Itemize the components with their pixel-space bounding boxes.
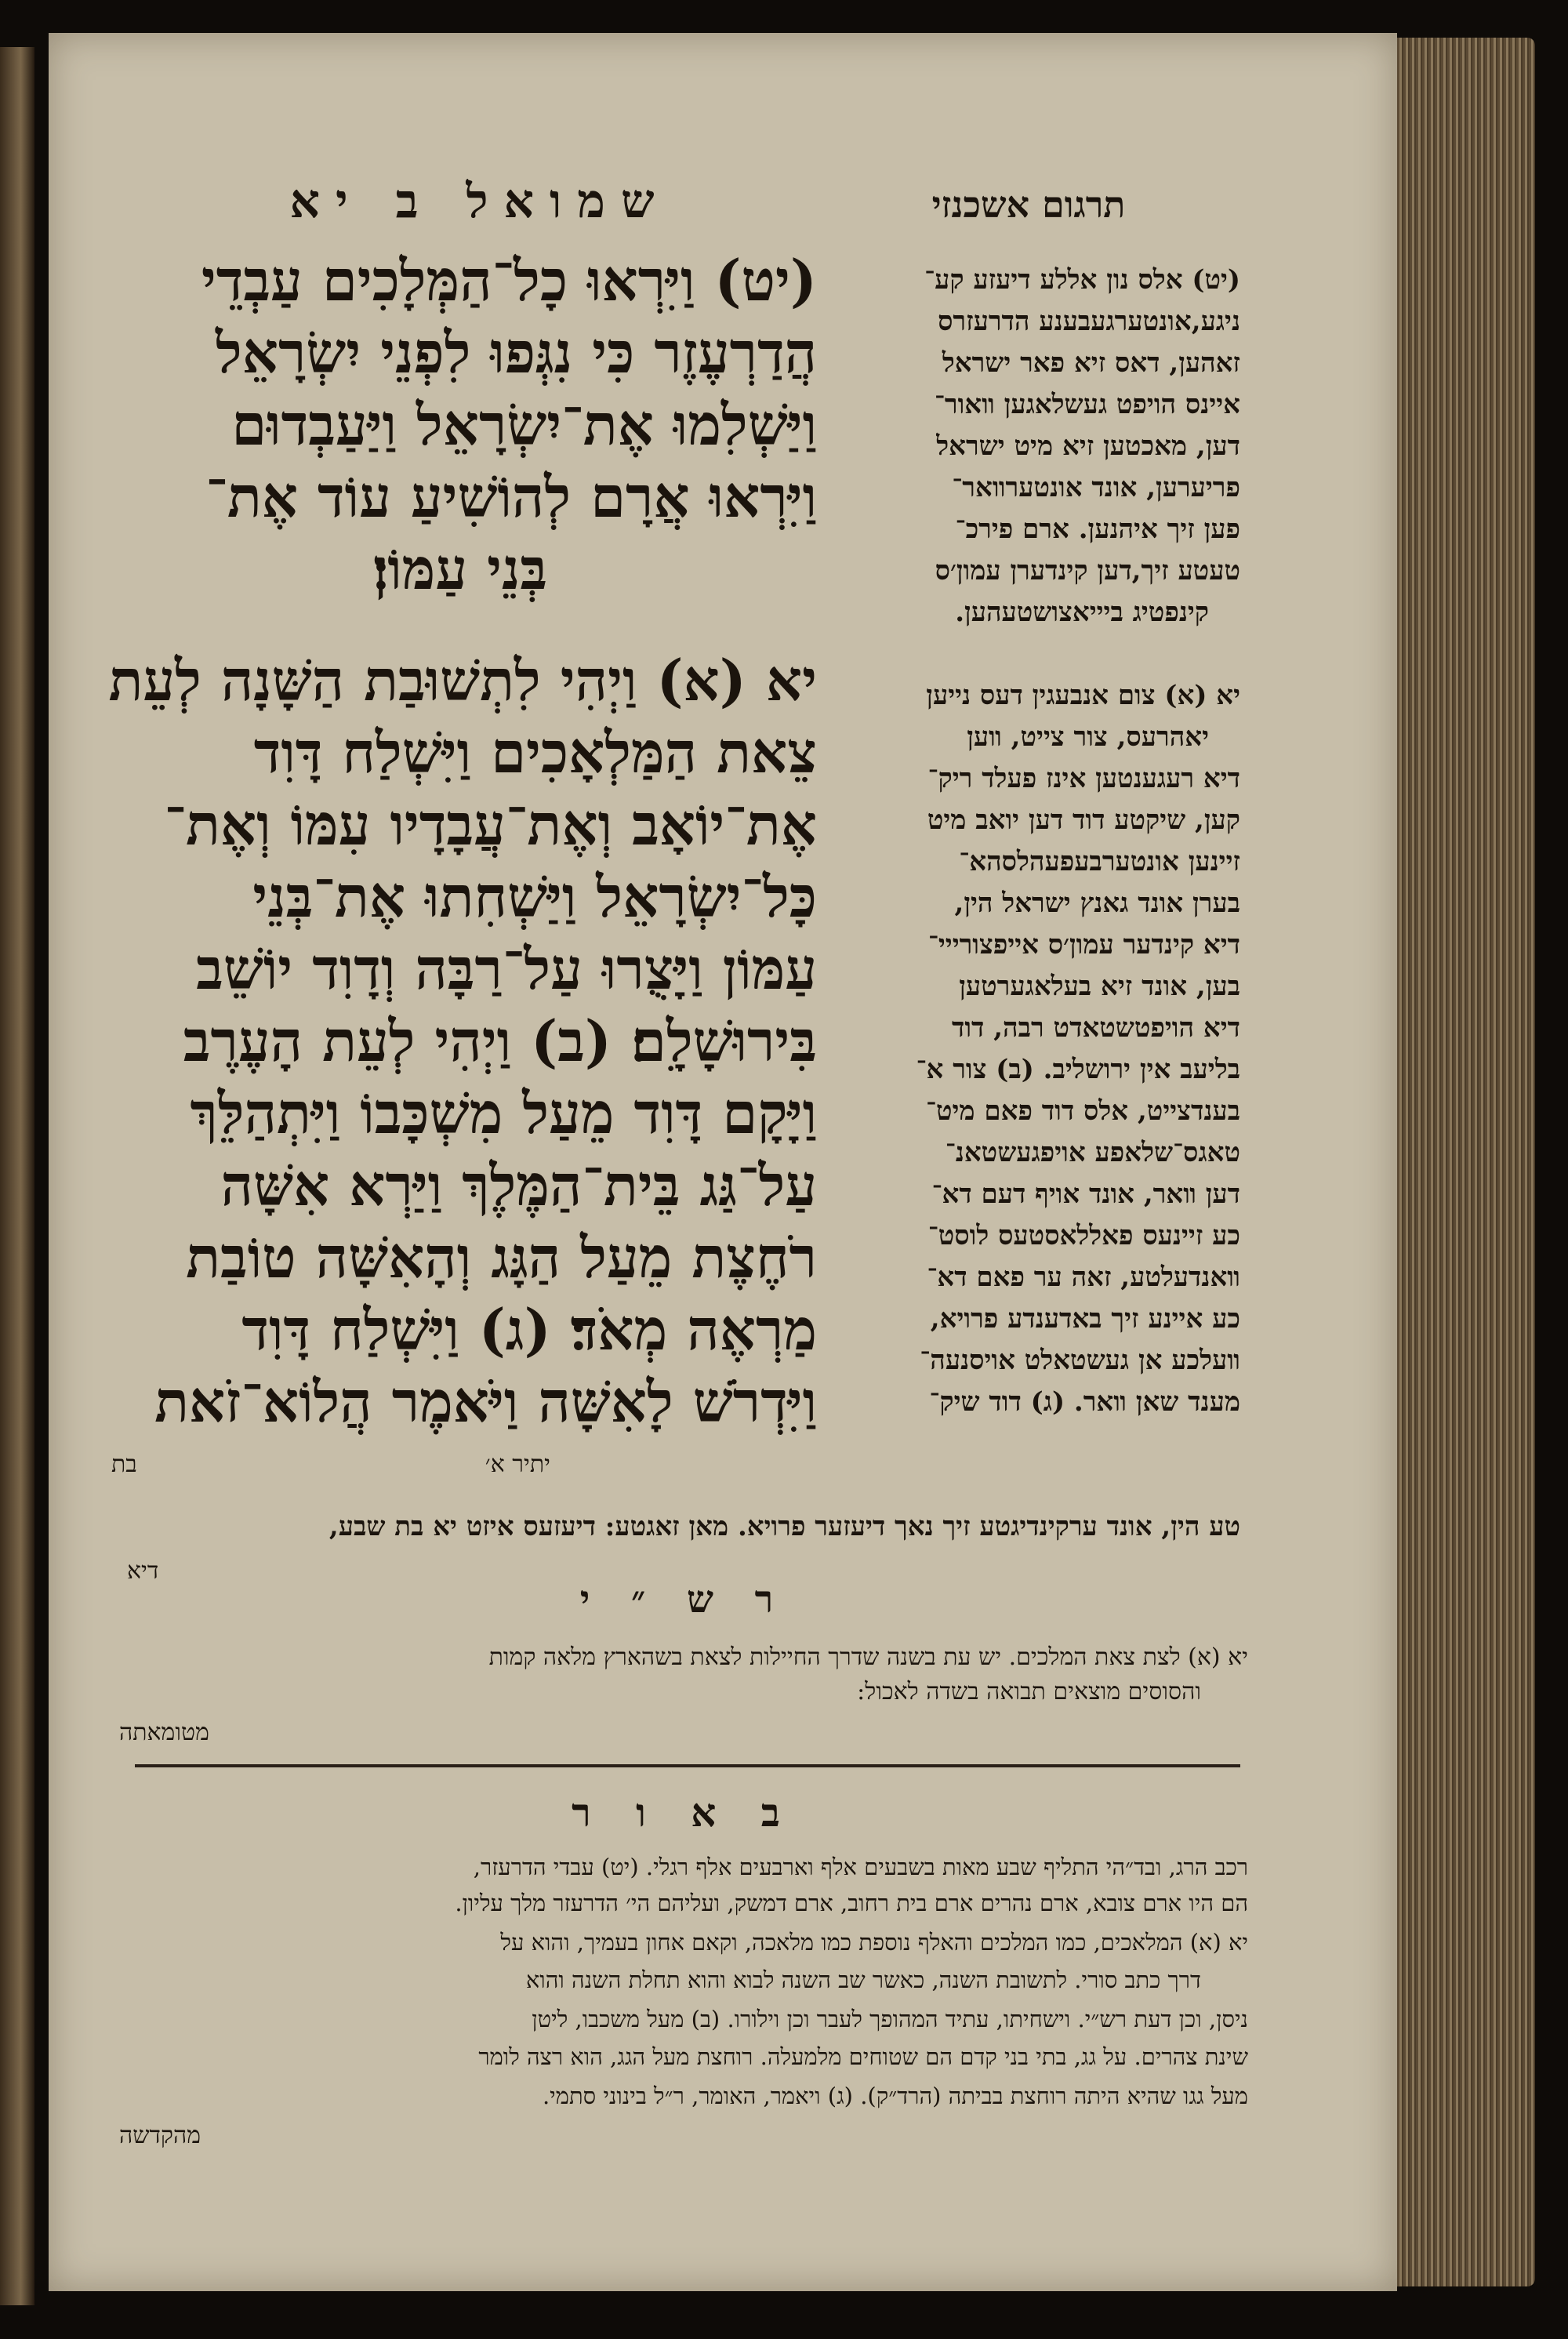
hebrew-line: וַיִּרְאוּ אֲרָם לְהוֹשִׁיעַ עוֹד אֶת־ — [205, 463, 817, 530]
biur-title: ב א ו ר — [572, 1789, 796, 1836]
hebrew-line: עַל־גַּג בֵּית־הַמֶּלֶךְ וַיַּרְא אִשָּׁה — [220, 1152, 817, 1219]
rashi-title: ר ש ״ י — [579, 1578, 788, 1622]
yiddish-line: זיינען אונטערבעפעהלסהא־ — [959, 846, 1240, 877]
hebrew-line: הֲדַרְעֶזֶר כִּי נִגְּפוּ לִפְנֵי יִשְׂרָאֵל — [216, 319, 817, 386]
book-page — [49, 33, 1397, 2291]
hebrew-line: וַיִּדְרֹשׁ לָאִשָּׁה וַיֹּאמֶר הֲלוֹא־זֹאת — [154, 1368, 817, 1435]
rashi-line: יא (א) לצת צאת המלכים. יש עת בשנה שדרך החיילות לצאת בשהארץ מלאה קמות — [488, 1643, 1248, 1671]
hebrew-line: עַמּוֹן וַיָּצֻרוּ עַל־רַבָּה וְדָוִד יוֹשֵׁב — [196, 935, 817, 1002]
hebrew-line: מַרְאֶה מְאֹד׃ (ג) וַיִּשְׁלַח דָּוִד — [241, 1296, 817, 1363]
yiddish-line: בען, אונד זיא בעלאגערטען — [959, 971, 1240, 1002]
yiddish-line: מענד שאן װאר. (ג) דוד שיק־ — [929, 1386, 1240, 1418]
yiddish-catchword: דיא — [127, 1557, 159, 1585]
hebrew-line: אֶת־יוֹאָב וְאֶת־עֲבָדָיו עִמּוֹ וְאֶת־ — [164, 791, 817, 858]
yiddish-line: כע זיינעס פאללאסטעס לוסט־ — [927, 1220, 1240, 1251]
hebrew-line: וַיַּשְׁלִמוּ אֶת־יִשְׂרָאֵל וַיַּעַבְדוּם — [231, 391, 817, 458]
biur-line: שינת צהרים. על גג, בתי בני קדם הם שטוחים מלמעלה. רוחצת מעל הגג, הוא רצה לומר — [478, 2043, 1248, 2070]
hebrew-catchword: בת — [111, 1451, 137, 1478]
yiddish-line: פען זיך איהנען. ארם פירכ־ — [955, 514, 1240, 545]
biur-catchword: מהקדשה — [119, 2122, 201, 2149]
hebrew-line: כָּל־יִשְׂרָאֵל וַיַּשְׁחִתוּ אֶת־בְּנֵי — [252, 863, 817, 930]
rashi-catchword: מטומאתה — [119, 1719, 209, 1746]
yiddish-line: דען װאר, אונד אויף דעם דא־ — [931, 1179, 1240, 1210]
yiddish-line: בענדצייט, אלס דוד פאם מיט־ — [925, 1095, 1240, 1127]
hebrew-line: בְּנֵי עַמּוֹן׃ — [372, 536, 548, 602]
hebrew-line: רֹחֶצֶת מֵעַל הַגָּג וְהָאִשָּׁה טוֹבַת — [186, 1224, 817, 1291]
yiddish-line: טעטע זיך,דען קינדערן עמון׳ס — [935, 555, 1240, 587]
yiddish-line: יא (א) צום אנבעגין דעס נייען — [926, 680, 1240, 711]
running-title: שמואל ב יא — [289, 174, 670, 229]
biur-line: מעל גגו שהיא היתה רוחצת בביתה (הרד״ק). (ג) ויאמר, האומר, ר״ל בינוני סתמי. — [542, 2083, 1248, 2109]
yiddish-line: פריערען, אונד אונטערװאר־ — [952, 472, 1240, 503]
hebrew-line: (יט) וַיִּרְאוּ כָל־הַמְּלָכִים עַבְדֵי — [201, 247, 817, 314]
hebrew-line: בִּירוּשָׁלִָם׃ (ב) וַיְהִי לְעֵת הָעֶרֶב — [183, 1008, 817, 1074]
yiddish-line: דיא קינדער עמון׳ס אייפצורייי־ — [927, 929, 1240, 961]
yiddish-continuation-line: טע הין, אונד ערקינדיגטע זיך נאך דיעזער פרויא. מאן זאגטע: דיעזעס איזט יא בת שבע, — [328, 1511, 1240, 1542]
section-divider — [135, 1764, 1240, 1767]
biur-line: רכב הרג, ובד״הי התליף שבע מאות בשבעים אלף וארבעים אלף רגלי. (יט) עבדי הדרעזר, — [473, 1854, 1248, 1880]
yiddish-line: װאנדעלטע, זאה ער פאם דא־ — [927, 1262, 1240, 1293]
hebrew-line: וַיָּקָם דָּוִד מֵעַל מִשְׁכָּבוֹ וַיִּתְהַלֵּךְ — [190, 1080, 817, 1146]
yiddish-line: קען, שיקטע דוד דען יואב מיט — [927, 804, 1240, 836]
yiddish-line: טאגס־שלאפע אויפגעשטאנ־ — [945, 1137, 1240, 1168]
page-edges — [1397, 38, 1535, 2286]
yiddish-line: בליעב אין ירושליב. (ב) צור א־ — [916, 1054, 1240, 1085]
biur-line: דרך כתב סורי. לתשובת השנה, כאשר שב השנה לבוא והוא תחלת השנה והוא — [525, 1967, 1201, 1993]
hebrew-footnote-marker: יתיר א׳ — [485, 1451, 550, 1478]
yiddish-line: דען, מאכטען זיא מיט ישראל — [936, 430, 1240, 462]
yiddish-line: קינפטיג ביייאצושטעהען. — [955, 597, 1209, 628]
yiddish-line: ניגע,אונטערגעבענע הדרעזרס — [938, 306, 1240, 337]
hebrew-line: צֵאת הַמַּלְאָכִים וַיִּשְׁלַח דָּוִד — [253, 719, 817, 786]
targum-title: תרגום אשכנזי — [931, 183, 1126, 226]
left-page-edge — [0, 47, 34, 2305]
yiddish-line: דיא רעגענטען אינז פעלד ריק־ — [927, 763, 1240, 794]
yiddish-line: כע איינע זיך באדענדע פרויא, — [930, 1303, 1240, 1335]
yiddish-line: װעלכע אן געשטאלט אויסנעה־ — [920, 1345, 1240, 1376]
yiddish-line: (יט) אלס נון אללע דיעזע קע־ — [924, 264, 1240, 296]
biur-line: ניסן, וכן דעת רש״י. וישחיתו, עתיד המהופך לעבר וכן וילורו. (ב) מעל משכבו, ליטן — [532, 2006, 1248, 2032]
yiddish-line: יאהרעס, צור צייט, װען — [967, 721, 1209, 753]
hebrew-line: יא (א) וַיְהִי לִתְשׁוּבַת הַשָּׁנָה לְעֵת — [108, 647, 817, 714]
biur-line: יא (א) המלאכים, כמו המלכים והאלף נוספת כמו מלאכה, וקאם אחון בעמיך, והוא על — [500, 1929, 1248, 1956]
yiddish-line: בערן אונד גאנץ ישראל הין, — [954, 888, 1240, 919]
biur-line: הם היו ארם צובא, ארם נהרים ארם בית רחוב, ארם דמשק, ועליהם הי׳ הדרעזר מלך עליון. — [455, 1890, 1248, 1916]
yiddish-line: זאהען, דאס זיא פאר ישראל — [942, 347, 1240, 379]
yiddish-line: איינס הויפט געשלאגען װאור־ — [934, 389, 1240, 420]
rashi-line: והסוסים מוצאים תבואה בשדה לאכול: — [857, 1678, 1201, 1705]
yiddish-line: דיא הויפטשטאדט רבה, דוד — [951, 1012, 1240, 1044]
